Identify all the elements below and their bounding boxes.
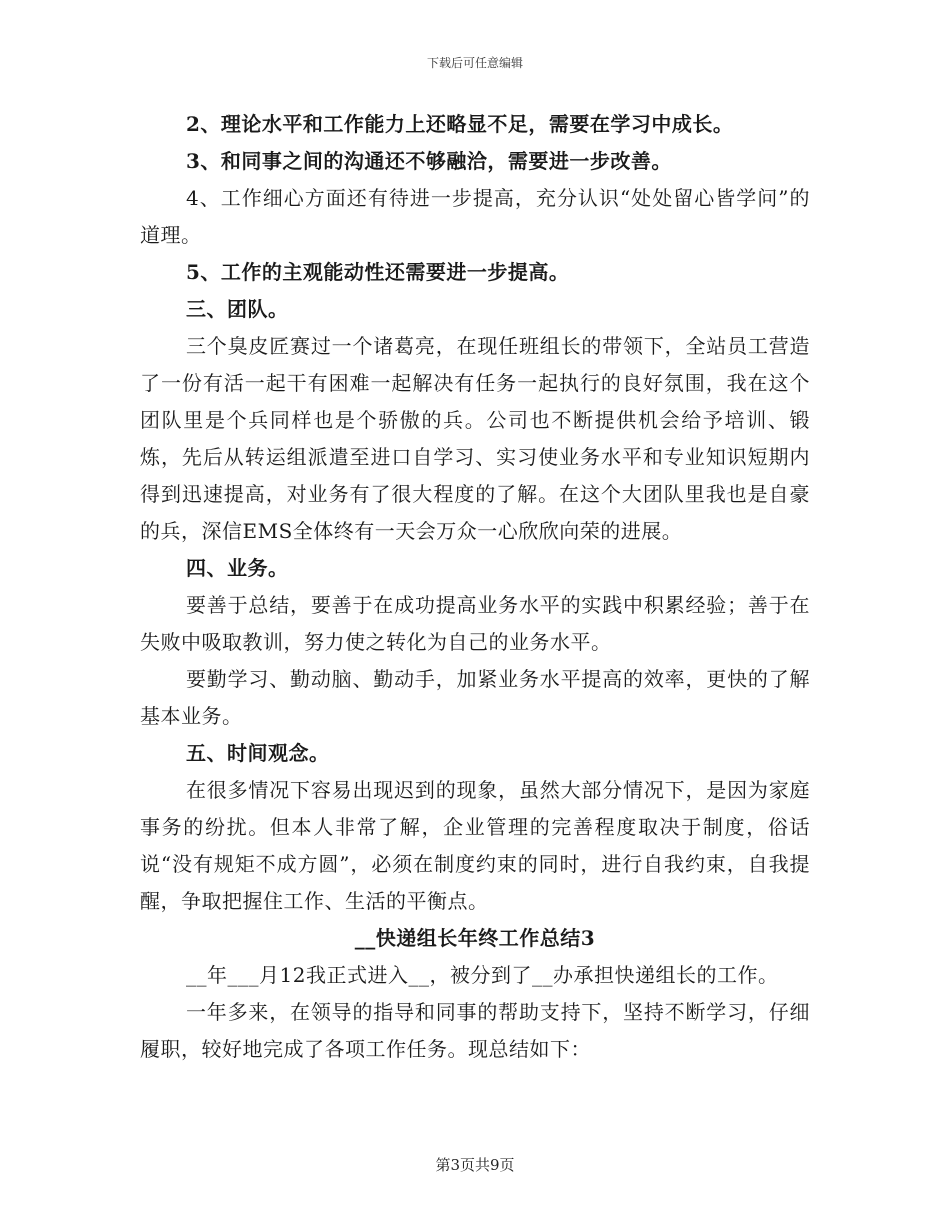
paragraph-1: 2、理论水平和工作能力上还略显不足，需要在学习中成长。 bbox=[186, 112, 734, 136]
paragraph-team: 三个臭皮匠赛过一个诸葛亮，在现任班组长的带领下，全站员工营造了一份有活一起干有困难一起解决有任务一起执行的良好氛围，我在这个团队里是个兵同样也是个骄傲的兵。公司也不断提供机会给予培训、锻炼，先后从转运组派遣至进口自学习、实习使业务水平和专业知识短期内得到迅速提高，对业务有了很大程度的了解。在这个大团队里我也是自豪的兵，深信EMS全体终有一天会万众一心欣欣向荣的进展。 bbox=[140, 334, 810, 543]
page-header-note: 下载后可任意编辑 bbox=[426, 56, 523, 70]
section-heading-time: 五、时间观念。 bbox=[186, 741, 330, 765]
paragraph-time: 在很多情况下容易出现迟到的现象，虽然大部分情况下，是因为家庭事务的纷扰。但本人非常了解，企业管理的完善程度取决于制度，俗话说“没有规矩不成方圆”，必须在制度约束的同时，进行自我约束，自我提醒，争取把握住工作、生活的平衡点。 bbox=[140, 778, 810, 913]
paragraph-business-1: 要善于总结，要善于在成功提高业务水平的实践中积累经验；善于在失败中吸取教训，努力使之转化为自己的业务水平。 bbox=[140, 593, 810, 654]
section-heading-team: 三、团队。 bbox=[186, 297, 289, 321]
paragraph-2: 3、和同事之间的沟通还不够融洽，需要进一步改善。 bbox=[186, 149, 672, 173]
section-title: __快递组长年终工作总结3 bbox=[354, 926, 596, 950]
paragraph-intro-2: 一年多来，在领导的指导和同事的帮助支持下，坚持不断学习，仔细履职，较好地完成了各项工作任务。现总结如下： bbox=[140, 1000, 810, 1061]
document-body bbox=[140, 106, 810, 1068]
section-heading-business: 四、业务。 bbox=[186, 556, 289, 580]
page-footer-number: 第3页共9页 bbox=[435, 1156, 515, 1174]
paragraph-intro-1: __年___月12我正式进入__，被分到了__办承担快递组长的工作。 bbox=[186, 963, 779, 987]
paragraph-3: 4、工作细心方面还有待进一步提高，充分认识“处处留心皆学问”的道理。 bbox=[140, 186, 810, 247]
paragraph-4: 5、工作的主观能动性还需要进一步提高。 bbox=[186, 260, 570, 284]
paragraph-business-2: 要勤学习、勤动脑、勤动手，加紧业务水平提高的效率，更快的了解基本业务。 bbox=[140, 667, 810, 728]
